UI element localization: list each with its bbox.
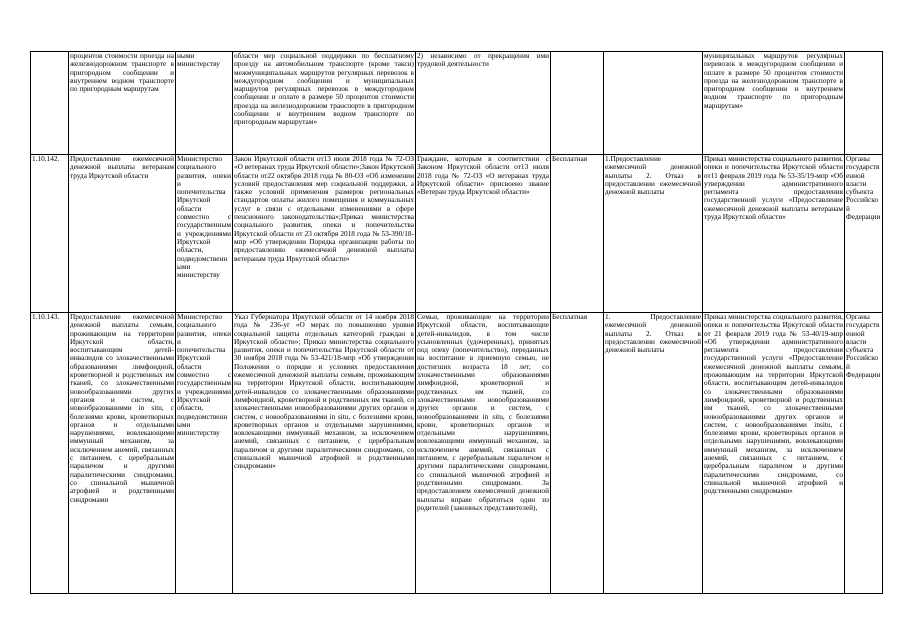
fee-cell: Бесплатная	[551, 155, 604, 313]
applicants-cell: 2) независимо от прекращения ими трудовой деятельности	[416, 52, 551, 155]
table-row	[31, 313, 883, 594]
org-level-cell	[845, 52, 883, 155]
service-name-cell: Предоставление ежемесячной денежной выплаты ветеранам труда Иркутской области	[69, 155, 176, 313]
org-level-cell: Органы государственной власти субъекта Российской Федерации	[845, 313, 883, 594]
fee-cell: Бесплатная	[551, 313, 604, 594]
applicants-cell: Граждане, которым в соответствии с Законом Иркутской области от13 июля 2018 года № 72-ОЗ «О ветеранах труда Иркутской области» присвоено звание «Ветеран труда Иркутской области»	[416, 155, 551, 313]
legal-basis-cell: Закон Иркутской области от13 июля 2018 года № 72-ОЗ «О ветеранах труда Иркутской области»;Закон Иркутской области от22 октября 2018 года № 80-ОЗ «Об изменении условий предоставления мер социальной поддержки, а также условий применения размеров региональных стандартов оплаты жилого помещения и коммунальных услуг в связи с отдельными изменениями в сфере пенсионного законодательства»;Приказ министерства социального развития, опеки и попечительства Иркутской области от 23 октября 2018 года № 53-390/18-мпр «Об утверждении Порядка организации работы по предоставлению ежемесячной денежной выплаты ветеранам труда Иркутской области»	[233, 155, 416, 313]
fee-cell	[551, 52, 604, 155]
authority-cell: Министерство социального развития, опеки и попечительства Иркутской области совместно с государственными учреждениями Иркутской области, подведомственными министерству	[176, 155, 233, 313]
authority-cell: ными министерству	[176, 52, 233, 155]
regulation-cell: Приказ министерства социального развития, опеки и попечительства Иркутской области от11 февраля 2019 года № 53-35/19-мпр «Об утверждении административного регламента предоставления государственной услуги «Предоставление ежемесячной денежной выплаты ветеранам труда Иркутской области»	[703, 155, 845, 313]
row-number: 1.10.143.	[31, 313, 69, 594]
result-cell	[604, 52, 703, 155]
row-number	[31, 52, 69, 155]
service-name-cell: процентов стоимости проезда на железнодорожном транспорте в пригородном сообщении и внутреннем водном транспорте по пригородным маршрутам	[69, 52, 176, 155]
table-row	[31, 155, 883, 313]
result-cell: 1.Предоставление ежемесячной денежной выплаты 2. Отказ в предоставлении ежемесячной денежной выплаты	[604, 155, 703, 313]
authority-cell: Министерство социального развития, опеки и попечительства Иркутской области совместно с государственными учреждениями Иркутской области, подведомственными министерству	[176, 313, 233, 594]
legal-basis-cell: области мер социальной поддержки по бесплатному проезду на автомобильном транспорте (кроме такси) межмуниципальных маршрутов регулярных перевозок в междугородном сообщении и муниципальных маршрутов регулярных перевозок в междугородном сообщении и оплате в размере 50 процентов стоимости проезда на железнодорожном транспорте в пригородном сообщении и внутреннем водном транспорте по пригородным маршрутам»	[233, 52, 416, 155]
table-row	[31, 52, 883, 155]
result-cell: 1. Предоставление ежемесячной денежной выплаты 2. Отказ в предоставлении ежемесячной денежной выплаты	[604, 313, 703, 594]
applicants-cell: Семьи, проживающие на территории Иркутской области, воспитывающие детей-инвалидов, в том числе усыновленных (удочеренных), принятых под опеку (попечительство), переданных на воспитание в приемную семью, не достигших возраста 18 лет, со злокачественными образованиями лимфоидной, кроветворной и родственных им тканей, со злокачественными новообразованиями других органов и систем, с новообразованиями in situ, с болезнями крови, кроветворных органов и отдельными нарушениями, вовлекающими иммунный механизм, за исключением анемий, связанных с питанием, с церебральным параличом и другими паралитическими синдромами, со спинальной мышечной атрофией и родственными синдромами. За предоставлением ежемесячной денежной выплаты вправе обратиться один из родителей (законных представителей),	[416, 313, 551, 594]
row-number: 1.10.142.	[31, 155, 69, 313]
service-name-cell: Предоставление ежемесячной денежной выплаты семьям, проживающим на территории Иркутской области, воспитывающим детей-инвалидов со злокачественными образованиями лимфоидной, кроветворной и родственных им тканей, со злокачественными новообразованиями других органов и систем, с новообразованиями in situ, с болезнями крови, кроветворных органов и отдельными нарушениями, вовлекающими иммунный механизм, за исключением анемий, связанных с питанием, с церебральным параличом и другими паралитическими синдромами, со спинальной мышечной атрофией и родственными синдромами	[69, 313, 176, 594]
services-table	[30, 51, 883, 594]
legal-basis-cell: Указ Губернатора Иркутской области от 14 ноября 2018 года № 236-уг «О мерах по повышению уровня социальной защиты отдельных категорий граждан в Иркутской области»; Приказ министерства социального развития, опеки и попечительства Иркутской области от 30 ноября 2018 года № 53-421/18-мпр «Об утверждении Положения о порядке и условиях предоставления ежемесячной денежной выплаты семьям, проживающим на территории Иркутской области, воспитывающим детей-инвалидов со злокачественными образованиями лимфоидной, кроветворной и родственных им тканей, со злокачественными новообразованиями других органов и систем, с новообразованиями in situ, с болезнями крови, кроветворных органов и отдельными нарушениями, вовлекающими иммунный механизм, за исключением анемий, связанных с питанием, с церебральным параличом и другими паралитическими синдромами, со спинальной мышечной атрофией и родственными синдромами»	[233, 313, 416, 594]
regulation-cell: Приказ министерства социального развития, опеки и попечительства Иркутской области от 21 февраля 2019 года № 53-40/19-мпр «Об утверждении административного регламента предоставления государственной услуги «Предоставление ежемесячной денежной выплаты семьям, проживающим на территории Иркутской области, воспитывающим детей-инвалидов со злокачественными образованиями лимфоидной, кроветворной и родственных им тканей, со злокачественными новообразованиями других органов и систем, с новообразованиями insitu, с болезнями крови, кроветворных органов и отдельными нарушениями, вовлекающими иммунный механизм, за исключением анемий, связанных с питанием, с церебральным параличом и другими паралитическими синдромами, со спинальной мышечной атрофией и родственными синдромами»	[703, 313, 845, 594]
regulation-cell: муниципальных маршрутов регулярных перевозок в междугородном сообщении и оплате в размере 50 процентов стоимости проезда на железнодорожном транспорте в пригородном сообщении и внутреннем водном транспорте по пригородным маршрутам»	[703, 52, 845, 155]
org-level-cell: Органы государственной власти субъекта Российской Федерации	[845, 155, 883, 313]
